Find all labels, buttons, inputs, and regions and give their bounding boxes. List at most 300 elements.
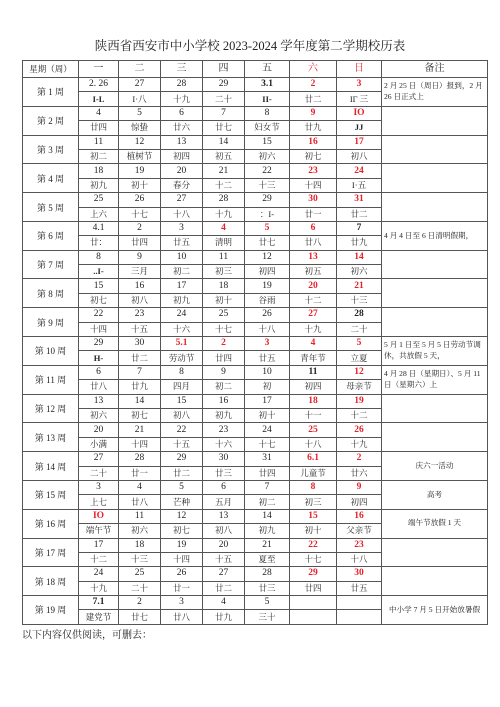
remark-cell [382, 337, 488, 366]
lunar-cell: 廿一 [119, 466, 161, 480]
date-cell: 28 [203, 193, 245, 207]
lunar-cell: 初六 [119, 524, 161, 538]
lunar-cell: 春分 [161, 178, 203, 192]
lunar-cell: 初二 [245, 495, 290, 509]
lunar-cell: JJ [337, 121, 382, 135]
date-cell: 23 [290, 164, 337, 178]
lunar-cell: 廿四 [79, 121, 119, 135]
week-label: 第 15 周 [23, 480, 79, 509]
date-cell: 5 [337, 337, 382, 351]
header-row [23, 61, 488, 78]
date-cell: 5 [119, 106, 161, 120]
remark-text [382, 165, 487, 192]
date-cell: 6.1 [290, 452, 337, 466]
date-cell: 7 [119, 365, 161, 379]
lunar-cell: 初十 [203, 293, 245, 307]
lunar-cell: 廿四 [119, 236, 161, 250]
remark-text: 端午节放假 1 天 [407, 518, 462, 528]
lunar-cell: 廿七 [203, 121, 245, 135]
week-label: 第 13 周 [23, 423, 79, 452]
date-cell: 26 [161, 567, 203, 581]
date-cell: 14 [119, 394, 161, 408]
date-cell: 2 [337, 452, 382, 466]
date-cell: 20 [290, 279, 337, 293]
lunar-cell: 四月 [161, 380, 203, 394]
date-cell: 3.1 [245, 78, 290, 92]
header-day-mon: 一 [79, 61, 119, 78]
page-title: 陕西省西安市中小学校 2023-2024 学年度第二学期校历表 [94, 39, 406, 53]
week-date-row [23, 365, 488, 379]
remark-cell [382, 394, 488, 423]
lunar-cell: H- [79, 351, 119, 365]
lunar-cell: I·五 [337, 178, 382, 192]
date-cell: 17 [79, 538, 119, 552]
week-date-row [23, 596, 488, 610]
lunar-cell: 初五 [290, 265, 337, 279]
date-cell: 12 [245, 250, 290, 264]
remark-cell [382, 135, 488, 164]
date-cell: 25 [119, 567, 161, 581]
lunar-cell: 十八 [290, 437, 337, 451]
date-cell: 14 [337, 250, 382, 264]
date-cell: 21 [119, 423, 161, 437]
lunar-cell: 二十 [79, 466, 119, 480]
date-cell: 16 [203, 394, 245, 408]
date-cell: 6 [203, 480, 245, 494]
remark-cell [382, 480, 488, 509]
lunar-cell: 廿五 [161, 236, 203, 250]
week-label: 第 19 周 [23, 596, 79, 625]
date-cell: 16 [290, 135, 337, 149]
week-date-row [23, 423, 488, 437]
lunar-cell: 十八 [337, 552, 382, 566]
lunar-cell: 廿八 [161, 610, 203, 624]
header-day-sun: 日 [337, 61, 382, 78]
date-cell: 9 [203, 365, 245, 379]
lunar-cell: 十四 [119, 437, 161, 451]
lunar-cell: 初九 [245, 524, 290, 538]
date-cell: 4.1 [79, 221, 119, 235]
date-cell: 21 [245, 538, 290, 552]
remark-cell [382, 279, 488, 308]
lunar-cell: 十二 [337, 408, 382, 422]
date-cell: 8 [245, 106, 290, 120]
lunar-cell: 初八 [203, 524, 245, 538]
remark-text [382, 194, 487, 221]
date-cell: 29 [161, 452, 203, 466]
week-date-row [23, 78, 488, 92]
lunar-cell: 十七 [119, 207, 161, 221]
remark-cell [382, 193, 488, 222]
date-cell: 31 [337, 193, 382, 207]
date-cell: 4 [79, 106, 119, 120]
lunar-cell: 初七 [290, 149, 337, 163]
remark-text [382, 136, 487, 163]
lunar-cell: 初七 [161, 524, 203, 538]
week-date-row [23, 538, 488, 552]
lunar-cell: 廿二 [290, 92, 337, 106]
week-label: 第 17 周 [23, 538, 79, 567]
date-cell: IO [79, 509, 119, 523]
date-cell: 21 [337, 279, 382, 293]
date-cell: 3 [161, 596, 203, 610]
date-cell [290, 596, 337, 610]
week-date-row [23, 164, 488, 178]
week-label: 第 9 周 [23, 308, 79, 337]
lunar-cell: 儿童节 [290, 466, 337, 480]
date-cell: 27 [203, 567, 245, 581]
date-cell: 22 [245, 164, 290, 178]
date-cell: 29 [79, 337, 119, 351]
date-cell: 18 [119, 538, 161, 552]
date-cell: 23 [337, 538, 382, 552]
date-cell: 27 [119, 78, 161, 92]
header-day-fri: 五 [245, 61, 290, 78]
lunar-cell: 十九 [79, 581, 119, 595]
lunar-cell: 十四 [161, 552, 203, 566]
date-cell: 28 [161, 78, 203, 92]
date-cell: 19 [245, 279, 290, 293]
footer-note: 以下内容仅供阅读，可删去： [22, 630, 152, 641]
date-cell: 4 [290, 337, 337, 351]
date-cell: 7 [337, 221, 382, 235]
lunar-cell: 初十 [245, 408, 290, 422]
week-label: 第 7 周 [23, 250, 79, 279]
week-label: 第 16 周 [23, 509, 79, 538]
lunar-cell: 十五 [161, 437, 203, 451]
date-cell: 27 [290, 308, 337, 322]
date-cell: 9 [337, 480, 382, 494]
date-cell: 2 [119, 596, 161, 610]
header-week: 星期（周） [23, 61, 79, 78]
date-cell: 7 [245, 480, 290, 494]
lunar-cell: 谷雨 [245, 293, 290, 307]
date-cell: 25 [290, 423, 337, 437]
date-cell: 29 [245, 193, 290, 207]
lunar-cell: 十八 [245, 322, 290, 336]
week-label: 第 5 周 [23, 193, 79, 222]
week-label: 第 10 周 [23, 337, 79, 366]
date-cell: 6 [290, 221, 337, 235]
lunar-cell: 十八 [161, 207, 203, 221]
lunar-cell: 十一 [290, 408, 337, 422]
lunar-cell: 初七 [119, 408, 161, 422]
lunar-cell: 小满 [79, 437, 119, 451]
date-cell: 18 [290, 394, 337, 408]
date-cell: 5 [161, 480, 203, 494]
week-label: 第 8 周 [23, 279, 79, 308]
date-cell: 5 [245, 221, 290, 235]
lunar-cell: 上七 [79, 495, 119, 509]
header-day-wed: 三 [161, 61, 203, 78]
date-cell: 16 [119, 279, 161, 293]
lunar-cell: 廿三 [245, 581, 290, 595]
lunar-cell: 植树节 [119, 149, 161, 163]
date-cell: 30 [337, 567, 382, 581]
date-cell: 13 [203, 509, 245, 523]
remark-cell [382, 452, 488, 481]
lunar-cell: 十四 [290, 178, 337, 192]
date-cell: 2. 26 [79, 78, 119, 92]
remark-text: 庆六一活动 [415, 460, 454, 470]
week-label: 第 6 周 [23, 221, 79, 250]
lunar-cell: 十九 [290, 322, 337, 336]
date-cell: 20 [161, 164, 203, 178]
lunar-cell: 廿八 [79, 380, 119, 394]
date-cell: 24 [161, 308, 203, 322]
date-cell: 13 [161, 135, 203, 149]
lunar-cell: 十五 [203, 552, 245, 566]
date-cell: 30 [119, 337, 161, 351]
lunar-cell: 廿八 [290, 236, 337, 250]
date-cell: 19 [119, 164, 161, 178]
lunar-cell: 十三 [337, 293, 382, 307]
lunar-cell: 廿二 [161, 466, 203, 480]
lunar-cell: 十七 [203, 322, 245, 336]
remark-cell [382, 308, 488, 337]
remark-cell [382, 538, 488, 567]
date-cell: 13 [290, 250, 337, 264]
lunar-cell: 十七 [245, 437, 290, 451]
week-date-row [23, 452, 488, 466]
lunar-cell: 十三 [245, 178, 290, 192]
date-cell: 16 [337, 509, 382, 523]
date-cell: 21 [203, 164, 245, 178]
lunar-cell: 初九 [161, 293, 203, 307]
date-cell: 8 [79, 250, 119, 264]
lunar-cell: 二十 [203, 92, 245, 106]
week-label: 第 12 周 [23, 394, 79, 423]
lunar-cell: 三月 [119, 265, 161, 279]
date-cell: 28 [245, 567, 290, 581]
lunar-cell: 十二 [203, 178, 245, 192]
date-cell: 28 [337, 308, 382, 322]
date-cell: 15 [161, 394, 203, 408]
lunar-cell: 初三 [203, 265, 245, 279]
date-cell: 3 [79, 480, 119, 494]
remark-text [382, 568, 487, 595]
remark-text [382, 280, 487, 307]
lunar-cell: 廿三 [203, 466, 245, 480]
lunar-cell: 夏至 [245, 552, 290, 566]
date-cell: 20 [203, 538, 245, 552]
lunar-cell: 廿九 [203, 610, 245, 624]
lunar-cell [290, 610, 337, 624]
lunar-cell: 十二 [290, 293, 337, 307]
lunar-cell: 三十 [245, 610, 290, 624]
lunar-cell: 廿二 [119, 351, 161, 365]
date-cell: 14 [203, 135, 245, 149]
lunar-cell: 十九 [203, 207, 245, 221]
date-cell: 6 [161, 106, 203, 120]
date-cell: 12 [161, 509, 203, 523]
date-cell: 9 [290, 106, 337, 120]
date-cell: 23 [119, 308, 161, 322]
lunar-cell: 十四 [79, 322, 119, 336]
date-cell: 3 [245, 337, 290, 351]
lunar-cell: 廿九 [119, 380, 161, 394]
date-cell: 24 [79, 567, 119, 581]
remark-cell [382, 221, 488, 250]
lunar-cell: 廿二 [337, 207, 382, 221]
date-cell: 18 [203, 279, 245, 293]
week-label: 第 2 周 [23, 106, 79, 135]
date-cell: 22 [161, 423, 203, 437]
date-cell: 4 [203, 596, 245, 610]
remark-cell [382, 567, 488, 596]
date-cell: 10 [245, 365, 290, 379]
date-cell: 17 [161, 279, 203, 293]
date-cell: 15 [290, 509, 337, 523]
lunar-cell: 初四 [337, 495, 382, 509]
lunar-cell: 初六 [337, 265, 382, 279]
date-cell: 15 [79, 279, 119, 293]
lunar-cell: 惊蛰 [119, 121, 161, 135]
lunar-cell: I-L [79, 92, 119, 106]
lunar-cell: 初二 [203, 380, 245, 394]
lunar-cell: 廿五 [245, 351, 290, 365]
lunar-cell: 五月 [203, 495, 245, 509]
date-cell: 26 [119, 193, 161, 207]
date-cell: 29 [290, 567, 337, 581]
date-cell: 3 [337, 78, 382, 92]
date-cell: 22 [79, 308, 119, 322]
date-cell: 26 [245, 308, 290, 322]
week-date-row [23, 135, 488, 149]
date-cell: 15 [245, 135, 290, 149]
lunar-cell: 初六 [79, 408, 119, 422]
lunar-cell: 廿七 [245, 236, 290, 250]
header-remark: 备注 [382, 61, 488, 78]
lunar-cell: 廿： [79, 236, 119, 250]
lunar-cell: 初二 [161, 265, 203, 279]
date-cell: 27 [161, 193, 203, 207]
lunar-cell: 劳动节 [161, 351, 203, 365]
lunar-cell: 廿一 [290, 207, 337, 221]
lunar-cell: 廿八 [119, 495, 161, 509]
date-cell: 30 [290, 193, 337, 207]
date-cell: 14 [245, 509, 290, 523]
remark-text [382, 251, 487, 278]
remark-cell [382, 106, 488, 135]
lunar-cell: 初二 [79, 149, 119, 163]
date-cell: 5.1 [161, 337, 203, 351]
date-cell: 12 [337, 365, 382, 379]
lunar-cell: 廿六 [337, 466, 382, 480]
date-cell: 19 [337, 394, 382, 408]
lunar-cell: 廿二 [203, 581, 245, 595]
week-date-row [23, 567, 488, 581]
lunar-cell: 十六 [203, 437, 245, 451]
week-label: 第 14 周 [23, 452, 79, 481]
lunar-cell: 初五 [203, 149, 245, 163]
lunar-cell: 父亲节 [337, 524, 382, 538]
lunar-cell: 初九 [79, 178, 119, 192]
date-cell: 12 [119, 135, 161, 149]
date-cell: 17 [245, 394, 290, 408]
lunar-cell: 建党节 [79, 610, 119, 624]
week-label: 第 11 周 [23, 365, 79, 394]
calendar-body [23, 78, 488, 625]
lunar-cell: 廿七 [119, 610, 161, 624]
lunar-cell: 十九 [337, 437, 382, 451]
date-cell: 26 [337, 423, 382, 437]
date-cell: 2 [290, 78, 337, 92]
lunar-cell: 廿六 [161, 121, 203, 135]
lunar-cell: 廿九 [290, 121, 337, 135]
remark-cell [382, 164, 488, 193]
remark-text [382, 309, 487, 336]
date-cell: 4 [119, 480, 161, 494]
lunar-cell: 初八 [337, 149, 382, 163]
lunar-cell: 十五 [119, 322, 161, 336]
lunar-cell: 十六 [161, 322, 203, 336]
week-date-row [23, 337, 488, 351]
lunar-cell: 清明 [203, 236, 245, 250]
date-cell: 18 [79, 164, 119, 178]
week-date-row [23, 106, 488, 120]
date-cell: 6 [79, 365, 119, 379]
lunar-cell: 妇女节 [245, 121, 290, 135]
week-label: 第 3 周 [23, 135, 79, 164]
date-cell: 19 [161, 538, 203, 552]
date-cell: 2 [203, 337, 245, 351]
week-label: 第 4 周 [23, 164, 79, 193]
lunar-cell: 初三 [290, 495, 337, 509]
week-date-row [23, 509, 488, 523]
lunar-cell: 母亲节 [337, 380, 382, 394]
date-cell: IO [337, 106, 382, 120]
remark-text [382, 107, 487, 134]
date-cell: 4 [203, 221, 245, 235]
remark-cell [382, 509, 488, 538]
date-cell: 2 [119, 221, 161, 235]
header-day-tue: 二 [119, 61, 161, 78]
date-cell: 11 [79, 135, 119, 149]
week-date-row [23, 394, 488, 408]
week-date-row [23, 480, 488, 494]
week-label: 第 1 周 [23, 78, 79, 107]
date-cell: 25 [79, 193, 119, 207]
lunar-cell: 初六 [245, 149, 290, 163]
date-cell: 5 [245, 596, 290, 610]
lunar-cell: 初 [245, 380, 290, 394]
remark-cell [382, 423, 488, 452]
remark-text [382, 395, 487, 422]
calendar-table [22, 60, 488, 625]
lunar-cell: 初四 [290, 380, 337, 394]
date-cell: 24 [337, 164, 382, 178]
remark-text: 4 月 4 日至 6 日清明假期， [384, 230, 474, 240]
lunar-cell: 芒种 [161, 495, 203, 509]
date-cell: 31 [245, 452, 290, 466]
remark-cell [382, 250, 488, 279]
lunar-cell: 廿一 [161, 581, 203, 595]
week-date-row [23, 308, 488, 322]
header-day-sat: 六 [290, 61, 337, 78]
date-cell: 20 [79, 423, 119, 437]
date-cell: 11 [290, 365, 337, 379]
week-label: 第 18 周 [23, 567, 79, 596]
lunar-cell: 初七 [79, 293, 119, 307]
lunar-cell: ..I- [79, 265, 119, 279]
lunar-cell: ：I- [245, 207, 290, 221]
remark-cell [382, 78, 488, 107]
lunar-cell: 端午节 [79, 524, 119, 538]
lunar-cell: 十三 [119, 552, 161, 566]
date-cell: 30 [203, 452, 245, 466]
week-date-row [23, 250, 488, 264]
